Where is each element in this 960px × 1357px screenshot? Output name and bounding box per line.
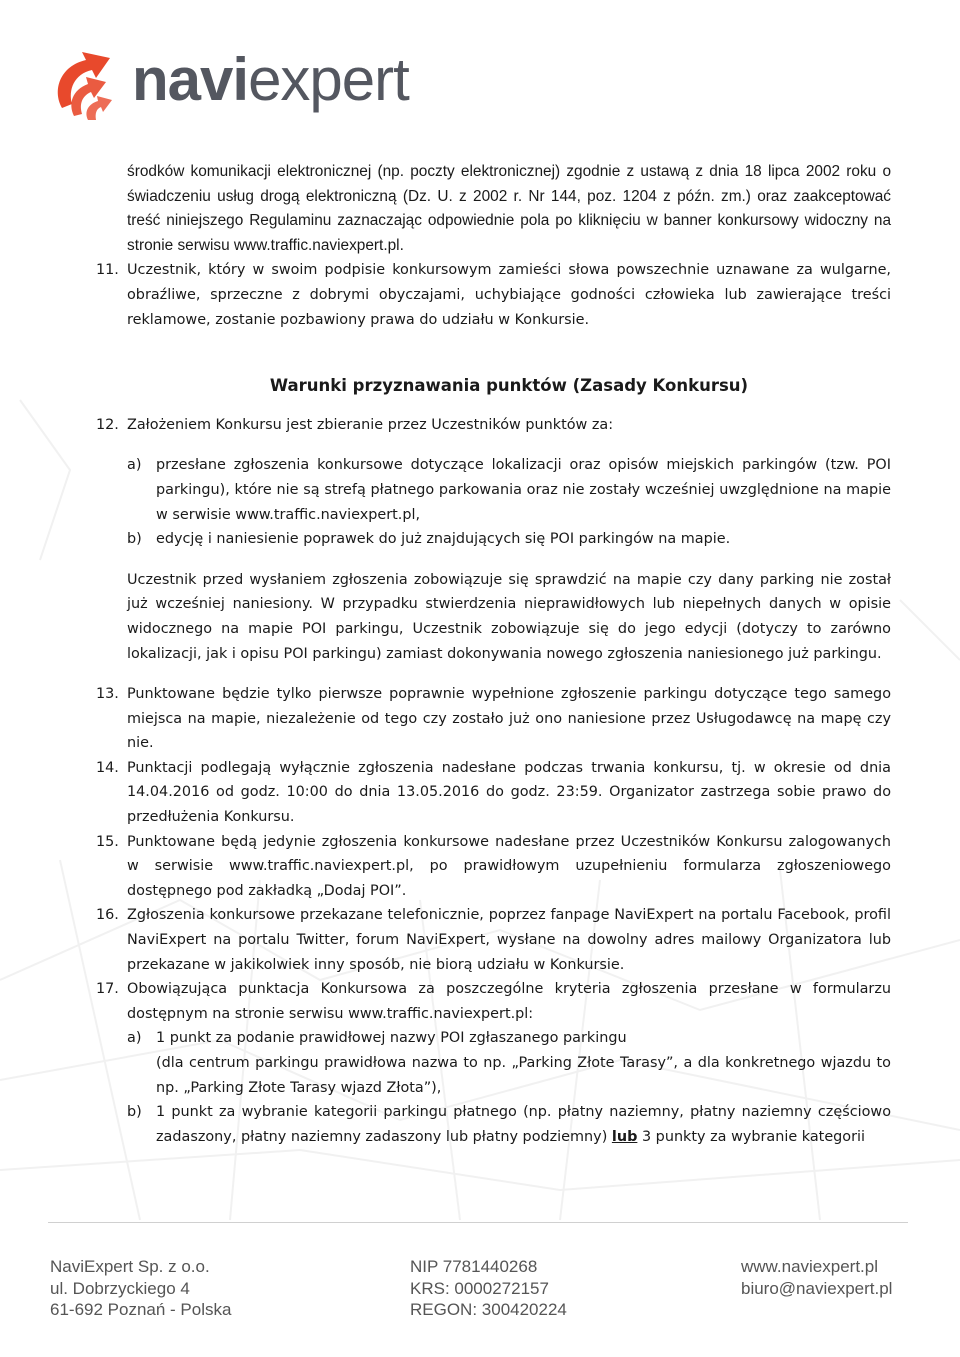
item-number: 11.: [96, 262, 119, 279]
company-name: NaviExpert Sp. z o.o.: [50, 1257, 210, 1276]
sub-letter: a): [127, 457, 142, 474]
krs-number: KRS: 0000272157: [410, 1278, 549, 1298]
item-number: 17.: [96, 981, 119, 998]
sub-text-part2: 3 punkty za wybranie kategorii: [641, 1128, 866, 1145]
item-text: Zgłoszenia konkursowe przekazane telefonicznie, poprzez fanpage NaviExpert na portalu Facebook, profil NaviExpert na portalu Twitter, forum NaviExpert, wysłane na dowolny adres mailowy Organizatora lub przekazane w jakikolwiek inny sposób, nie biorą udziału w Konkursie.: [127, 907, 891, 973]
sub-text-line1: 1 punkt za podanie prawidłowej nazwy POI zgłaszanego parkingu: [156, 1030, 627, 1047]
item-text: Punktowane będą jedynie zgłoszenia konkursowe nadesłane przez Uczestników Konkursu zalogowanych w serwisie www.traffic.naviexpert.pl, po prawidłowym uzupełnieniu formularza zgłoszeniowego dostępnego pod zakładką „Dodaj POI”.: [127, 833, 891, 899]
emphasis-or: lub: [611, 1128, 638, 1145]
street-address: ul. Dobrzyckiego 4: [50, 1278, 190, 1298]
item-text: Uczestnik, który w swoim podpisie konkursowym zamieści słowa powszechnie uznawane za wulgarne, obraźliwe, sprzeczne z dobrymi obyczajami, uchybiające godności człowieka lub zawierające treści reklamowe, zostanie pozbawiony prawa do udziału w Konkursie.: [127, 262, 891, 328]
footer-address: [50, 1256, 231, 1321]
sub-letter: b): [127, 531, 142, 548]
item-17-b: [127, 1100, 891, 1149]
sub-text-part1: 1 punkt za wybranie kategorii parkingu płatnego (np. płatny naziemny, płatny naziemny częściowo zadaszony, płatny naziemny zadaszony lub płatny podziemny): [156, 1104, 891, 1145]
item-13: [96, 682, 891, 756]
document-body: [96, 160, 891, 1149]
item-text: Obowiązująca punktacja Konkursowa za poszczególne kryteria zgłoszenia przesłane w formularzu dostępnym na stronie serwisu www.traffic.naviexpert.pl:: [127, 981, 891, 1022]
city-address: 61-692 Poznań - Polska: [50, 1300, 232, 1319]
sub-letter: b): [127, 1104, 142, 1121]
logo-wordmark: naviexpert: [132, 46, 409, 113]
sub-letter: a): [127, 1030, 142, 1047]
item-text: Punktowane będzie tylko pierwsze poprawnie wypełnione zgłoszenie parkingu dotyczące tego samego miejsca na mapie, niezależenie od tego czy zostało już ono naniesione przez Usługodawcę na mapę czy nie.: [127, 686, 891, 752]
footer-contact: [741, 1256, 892, 1299]
email-link[interactable]: biuro@naviexpert.pl: [741, 1278, 893, 1298]
continuation-paragraph: środków komunikacji elektronicznej (np. poczty elektronicznej) zgodnie z ustawą z dnia 18 lipca 2002 roku o świadczeniu usług drogą elektroniczną (Dz. U. z 2002 r. Nr 144, poz. 1204 z późn. zm.) oraz zaakceptować treść niniejszego Regulaminu zaznaczając odpowiednie pola po kliknięciu w banner konkursowy widoczny na stronie serwisu www.traffic.naviexpert.pl.: [127, 163, 891, 254]
item-16: [96, 903, 891, 977]
item-11: [96, 258, 891, 332]
item-15: [96, 830, 891, 904]
item-number: 16.: [96, 907, 119, 924]
sub-text: [156, 1100, 891, 1149]
sub-text-line2: (dla centrum parkingu prawidłowa nazwa to np. „Parking Złote Tarasy”, a dla konkretnego wjazdu to np. „Parking Złote Tarasy wjazd Złota”),: [156, 1055, 891, 1096]
item-text: Punktacji podlegają wyłącznie zgłoszenia nadesłane podczas trwania konkursu, tj. w okresie od dnia 14.04.2016 od godz. 10:00 do dnia 13.05.2016 do godz. 23:59. Organizator zastrzega sobie prawo do przedłużenia Konkursu.: [127, 759, 891, 826]
sub-text: edycję i naniesienie poprawek do już znajdujących się POI parkingów na mapie.: [156, 531, 731, 548]
item-12-note: Uczestnik przed wysłaniem zgłoszenia zobowiązuje się sprawdzić na mapie czy dany parking nie został już wcześniej naniesiony. W przypadku stwierdzenia nieprawidłowych lub niepełnych danych w opisie widocznego na mapie POI parkingu, Uczestnik zobowiązuje się do jego edycji (dotyczy to zarówno lokalizacji, jak i opisu POI parkingu) zamiast dokonywania nowego zgłoszenia naniesionego już parkingu.: [127, 571, 891, 662]
section-heading: Warunki przyznawania punktów (Zasady Konkursu): [269, 376, 749, 396]
item-number: 12.: [96, 416, 119, 433]
footer-divider: [48, 1222, 908, 1223]
website-link[interactable]: www.naviexpert.pl: [741, 1257, 879, 1276]
nip-number: NIP 7781440268: [410, 1257, 538, 1276]
naviexpert-logo: [48, 46, 418, 130]
item-17: [96, 977, 891, 1026]
item-number: 13.: [96, 686, 119, 703]
item-number: 15.: [96, 833, 119, 850]
footer-registration: [410, 1256, 567, 1321]
item-17-a: [127, 1026, 891, 1100]
item-12-b: [127, 527, 891, 552]
item-12: [96, 413, 891, 438]
item-text: Założeniem Konkursu jest zbieranie przez Uczestników punktów za:: [127, 416, 614, 433]
sub-text: przesłane zgłoszenia konkursowe dotyczące lokalizacji oraz opisów miejskich parkingów (tzw. POI parkingu), które nie są strefą płatnego parkowania oraz nie zostały wcześniej uwzględnione na mapie w serwisie www.traffic.naviexpert.pl,: [156, 457, 891, 523]
item-12-a: [127, 453, 891, 527]
regon-number: REGON: 300420224: [410, 1300, 567, 1319]
logo-arrow-icon: [48, 46, 128, 126]
item-number: 14.: [96, 759, 119, 776]
item-14: [96, 756, 891, 830]
